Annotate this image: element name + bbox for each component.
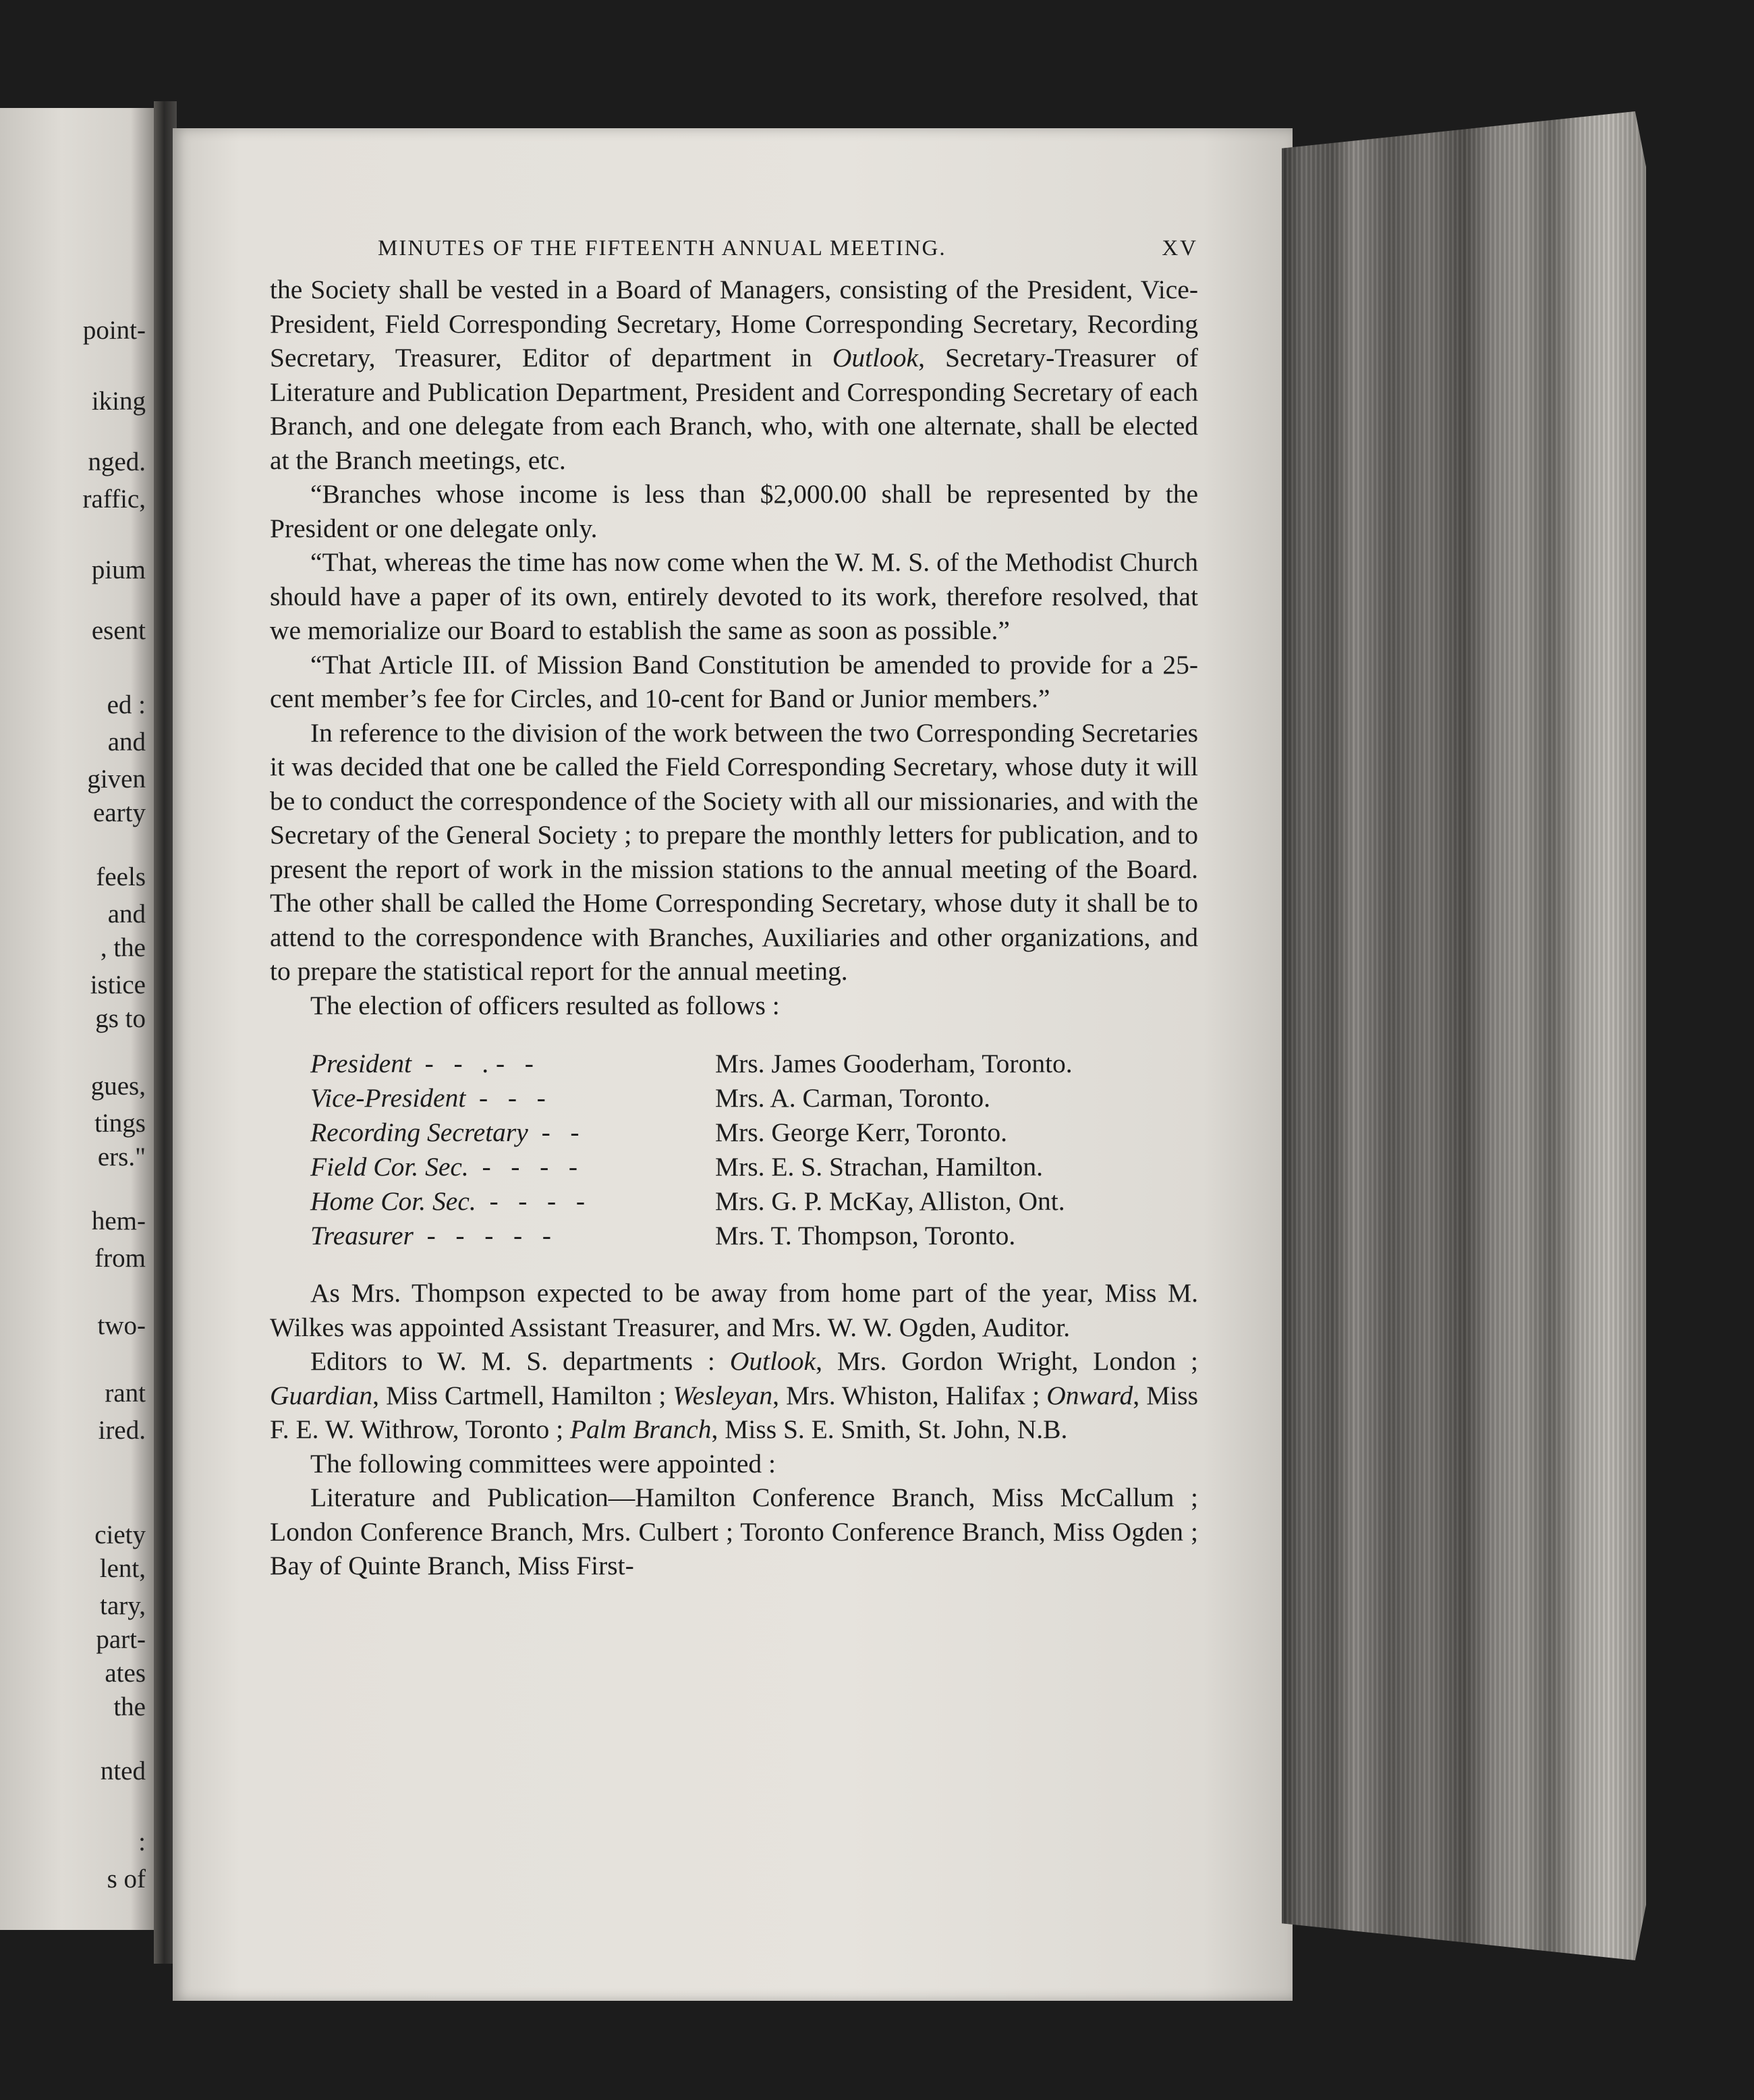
previous-page-text: the (113, 1692, 146, 1721)
paragraph-election-intro: The election of officers resulted as follows : (310, 990, 780, 1020)
text-run: , Mrs. Gordon Wright, London ; (816, 1346, 1198, 1376)
previous-page-text: rant (105, 1379, 146, 1408)
text-run: , Mrs. Whiston, Halifax ; (772, 1380, 1040, 1410)
previous-page-text: part- (96, 1625, 146, 1654)
officer-name: Mrs. T. Thompson, Toronto. (715, 1221, 1016, 1250)
text-run: Editors to W. M. S. departments : (310, 1346, 715, 1376)
paragraph-editors (270, 1344, 1198, 1447)
previous-page-text: istice (90, 970, 146, 999)
officer-role: Field Cor. Sec. - - - - (310, 1152, 578, 1182)
officer-row (310, 1047, 1073, 1081)
previous-page-text: gues, (90, 1072, 146, 1101)
italic-title: Outlook (832, 343, 919, 372)
officer-role: Treasurer - - - - - (310, 1221, 551, 1250)
page-block-edges (1282, 111, 1646, 1960)
officer-name: Mrs. James Gooderham, Toronto. (715, 1049, 1073, 1078)
text-run: , Miss Cartmell, Hamilton ; (372, 1380, 667, 1410)
previous-page-text: ired. (98, 1416, 146, 1445)
italic-title: Palm Branch (569, 1414, 712, 1444)
previous-page-text: given (87, 765, 146, 794)
paragraph-literature-committee: Literature and Publication—Hamilton Conference Branch, Miss McCallum ; London Conference Branch, Mrs. Culbert ; Toronto Conference Branch, Miss Ogden ; Bay of Quinte Branch, Miss First- (270, 1483, 1198, 1580)
text-run: , Miss S. E. Smith, St. John, N.B. (711, 1414, 1068, 1444)
officer-row (310, 1184, 1073, 1219)
previous-page-text: raffic, (82, 485, 146, 514)
previous-page-text: iking (91, 387, 146, 416)
previous-page-text: and (107, 900, 146, 929)
paragraph-committees-intro: The following committees were appointed : (310, 1448, 776, 1479)
previous-page-text: gs to (95, 1004, 146, 1033)
previous-page-text: nted (100, 1757, 146, 1786)
previous-page-text: , the (100, 933, 146, 962)
paragraph-corresponding-secretaries: In reference to the division of the work between the two Corresponding Secretaries it was decided that one be called the Field Corresponding Secretary, whose duty it will be to conduct the correspondence of the Society with all our missionaries, and with the Secretary of the General Society ; to prepare the monthly letters for publication, and to present the report of work in the mission stations to the annual meeting of the Board. The other shall be called the Home Corresponding Secretary, whose duty it shall be to attend to the correspondence with Branches, Auxiliaries and other organizations, and to prepare the statistical report for the annual meeting. (270, 717, 1198, 986)
officer-name: Mrs. G. P. McKay, Alliston, Ont. (715, 1186, 1065, 1216)
previous-page-text: esent (91, 616, 146, 645)
previous-page-text: : (138, 1827, 146, 1856)
officer-row (310, 1150, 1073, 1184)
previous-page-text: tary, (100, 1591, 146, 1620)
paragraph-board-of-managers (270, 273, 1198, 477)
previous-page-text: s of (107, 1864, 146, 1894)
officer-name: Mrs. E. S. Strachan, Hamilton. (715, 1152, 1044, 1182)
running-head-title: MINUTES OF THE FIFTEENTH ANNUAL MEETING. (378, 236, 946, 260)
officer-role: Vice-President - - - (310, 1083, 546, 1113)
text-run: , Secretary-Treasurer of Literature and Publication Department, President and Corresponding Secretary of each Branch, and one delegate from each Branch, who, with one alternate, shall be elected at the Branch meetings, etc. (270, 343, 1199, 475)
officer-row (310, 1219, 1073, 1253)
previous-page-text: two- (97, 1311, 146, 1340)
previous-page-text: ciety (94, 1520, 146, 1549)
text-run: the Society shall be vested in a Board of Managers, consisting of the President, Vice-President, Field Corresponding Secretary, Home Corresponding Secretary, Recording Secretary, Treasurer, Editor of department in (270, 275, 1198, 372)
previous-page-fragment (0, 108, 154, 1930)
paragraph-paper-resolution: “That, whereas the time has now come when the W. M. S. of the Methodist Church should have a paper of its own, entirely devoted to its work, therefore resolved, that we memorialize our Board to establish the same as soon as possible.” (270, 547, 1198, 645)
paragraph-branch-income: “Branches whose income is less than $2,000.00 shall be represented by the President or one delegate only. (270, 479, 1198, 543)
paragraph-assistant-treasurer: As Mrs. Thompson expected to be away from home part of the year, Miss M. Wilkes was appointed Assistant Treasurer, and Mrs. W. W. Ogden, Auditor. (270, 1278, 1198, 1342)
previous-page-text: ates (105, 1659, 146, 1688)
previous-page-text: hem- (91, 1207, 146, 1236)
italic-title: Outlook (729, 1346, 816, 1376)
paragraph-mission-band: “That Article III. of Mission Band Constitution be amended to provide for a 25-cent member’s fee for Circles, and 10-cent for Band or Junior members.” (270, 649, 1198, 713)
page-number: XV (1162, 236, 1198, 260)
previous-page-text: ed : (107, 690, 146, 719)
previous-page-text: from (94, 1244, 146, 1273)
officer-row (310, 1081, 1073, 1115)
previous-page-text: earty (93, 798, 146, 827)
officers-table (310, 1047, 1073, 1253)
officer-role: Home Cor. Sec. - - - - (310, 1186, 585, 1216)
previous-page-text: nged. (88, 447, 146, 476)
previous-page-text: point- (82, 316, 146, 345)
running-head (270, 236, 1198, 273)
previous-page-text: lent, (99, 1554, 146, 1583)
italic-title: Onward (1046, 1380, 1133, 1410)
previous-page-text: ers." (97, 1142, 146, 1171)
officer-name: Mrs. George Kerr, Toronto. (715, 1117, 1007, 1147)
text-run: , Miss F. E. W. Withrow, Toronto ; (270, 1380, 1199, 1444)
previous-page-text: pium (91, 555, 146, 584)
officer-role: Recording Secretary - - (310, 1117, 579, 1147)
previous-page-text: tings (94, 1109, 146, 1138)
previous-page-text: feels (96, 862, 146, 891)
officer-row (310, 1115, 1073, 1150)
page-text (270, 236, 1198, 1583)
italic-title: Wesleyan (673, 1380, 773, 1410)
officer-name: Mrs. A. Carman, Toronto. (715, 1083, 990, 1113)
officer-role: President - - . - - (310, 1049, 534, 1078)
previous-page-text: and (107, 727, 146, 756)
italic-title: Guardian (270, 1380, 373, 1410)
